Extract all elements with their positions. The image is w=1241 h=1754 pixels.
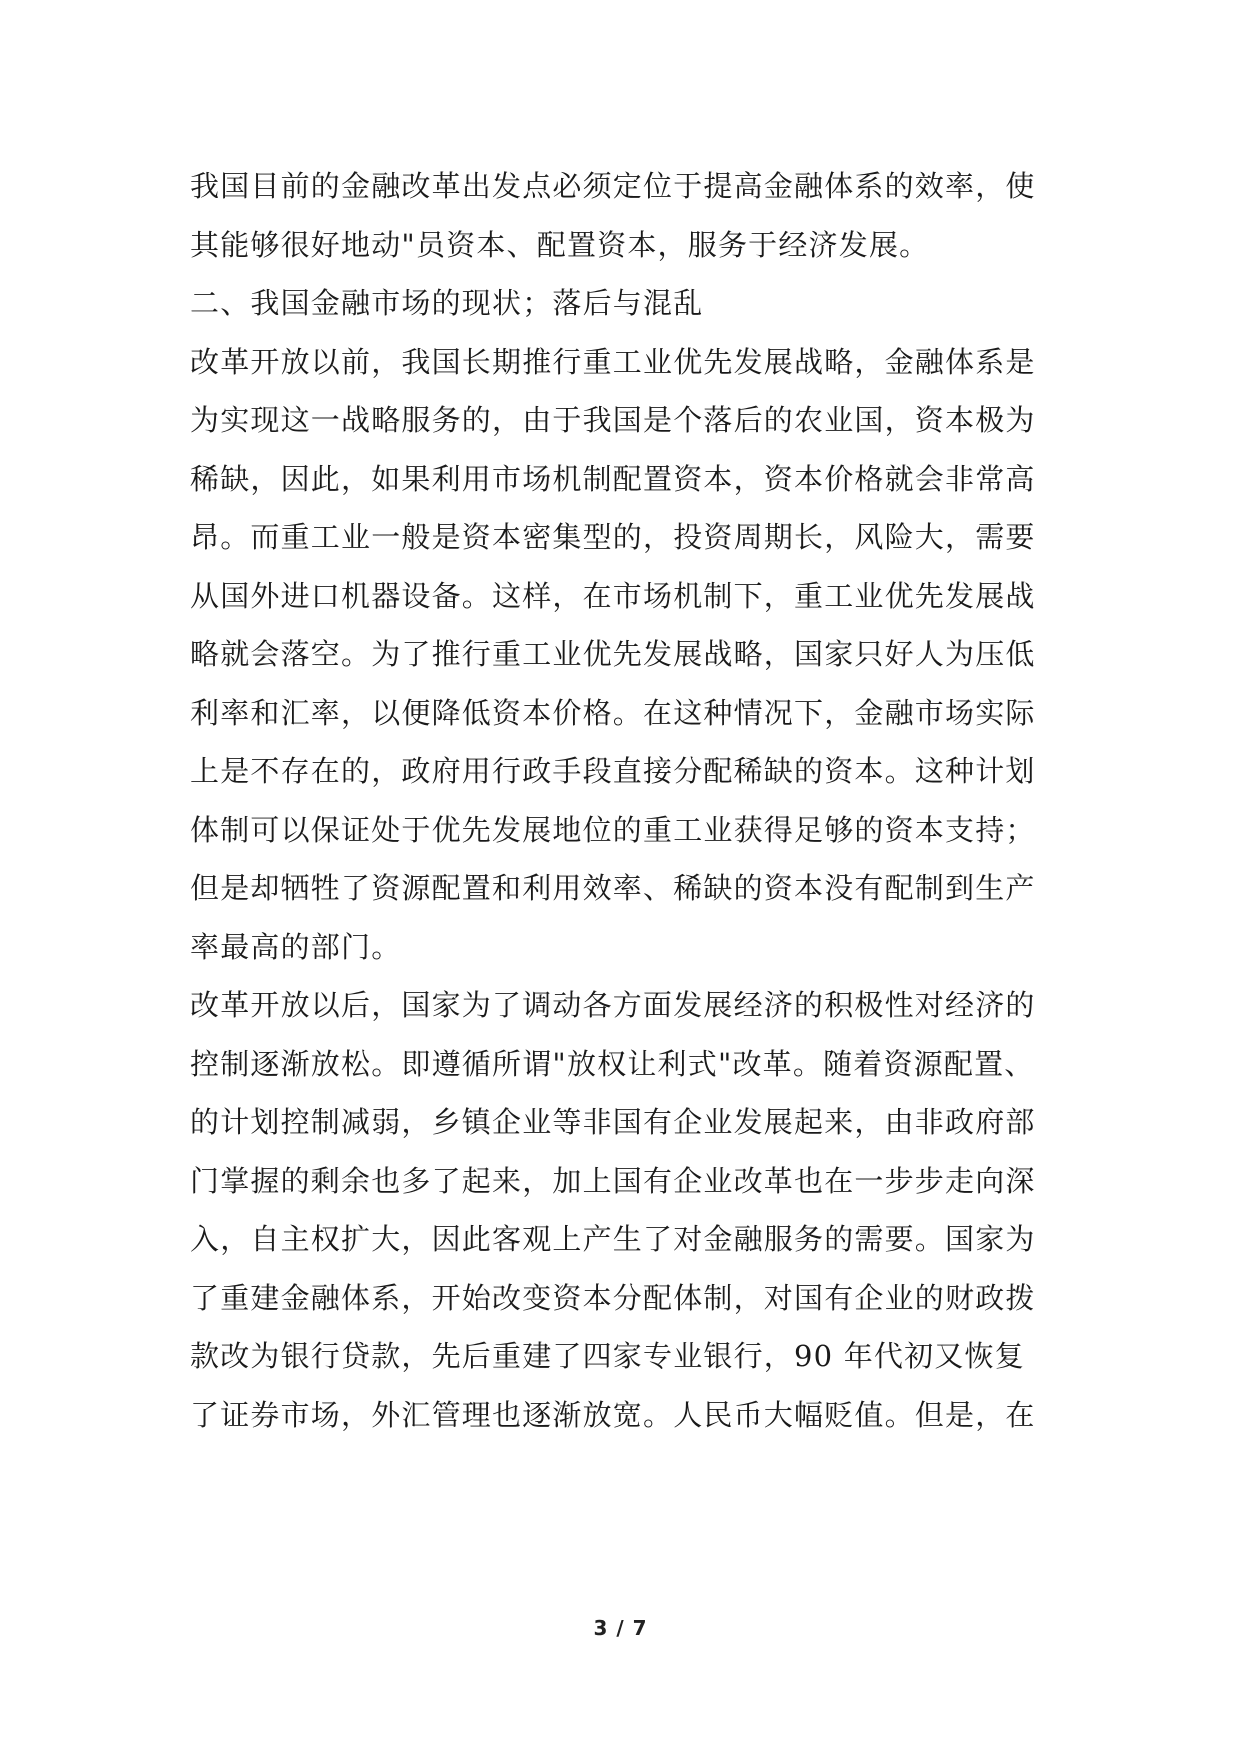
text-line: 改革开放以前，我国长期推行重工业优先发展战略，金融体系是 — [190, 344, 1036, 379]
body-text — [190, 157, 1056, 1444]
text-line: 我国目前的金融改革出发点必须定位于提高金融体系的效率，使 — [190, 169, 1036, 203]
text-line: 门掌握的剩余也多了起来，加上国有企业改革也在一步步走向深 — [190, 1163, 1036, 1198]
section-heading: 二、我国金融市场的现状；落后与混乱 — [190, 286, 704, 320]
text-line: 为实现这一战略服务的，由于我国是个落后的农业国，资本极为 — [190, 403, 1036, 437]
text-line: 率最高的部门。 — [190, 929, 402, 964]
text-line: 入，自主权扩大，因此客观上产生了对金融服务的需要。国家为 — [190, 1222, 1036, 1256]
text-line: 了证券市场，外汇管理也逐渐放宽。人民币大幅贬值。但是，在 — [190, 1397, 1036, 1432]
text-line: 其能够很好地动"员资本、配置资本，服务于经济发展。 — [190, 227, 930, 262]
text-line: 略就会落空。为了推行重工业优先发展战略，国家只好人为压低 — [190, 637, 1036, 671]
text-line: 控制逐渐放松。即遵循所谓"放权让利式"改革。随着资源配置、 — [190, 1046, 1035, 1081]
text-line: 改革开放以后，国家为了调动各方面发展经济的积极性对经济的 — [190, 988, 1036, 1022]
text-line: 的计划控制减弱，乡镇企业等非国有企业发展起来，由非政府部 — [190, 1105, 1036, 1139]
text-line: 昂。而重工业一般是资本密集型的，投资周期长，风险大，需要 — [190, 520, 1036, 554]
text-line: 但是却牺牲了资源配置和利用效率、稀缺的资本没有配制到生产 — [190, 871, 1036, 905]
text-line: 体制可以保证处于优先发展地位的重工业获得足够的资本支持； — [190, 812, 1036, 847]
text-line: 款改为银行贷款，先后重建了四家专业银行，90 年代初又恢复 — [190, 1339, 1025, 1373]
text-line: 稀缺，因此，如果利用市场机制配置资本，资本价格就会非常高 — [190, 461, 1036, 496]
text-line: 利率和汇率，以便降低资本价格。在这种情况下，金融市场实际 — [190, 695, 1036, 730]
text-line: 了重建金融体系，开始改变资本分配体制，对国有企业的财政拨 — [190, 1280, 1036, 1315]
text-line: 从国外进口机器设备。这样，在市场机制下，重工业优先发展战 — [190, 578, 1036, 613]
page-number: 3 / 7 — [593, 1616, 648, 1640]
text-line: 上是不存在的，政府用行政手段直接分配稀缺的资本。这种计划 — [190, 754, 1036, 788]
